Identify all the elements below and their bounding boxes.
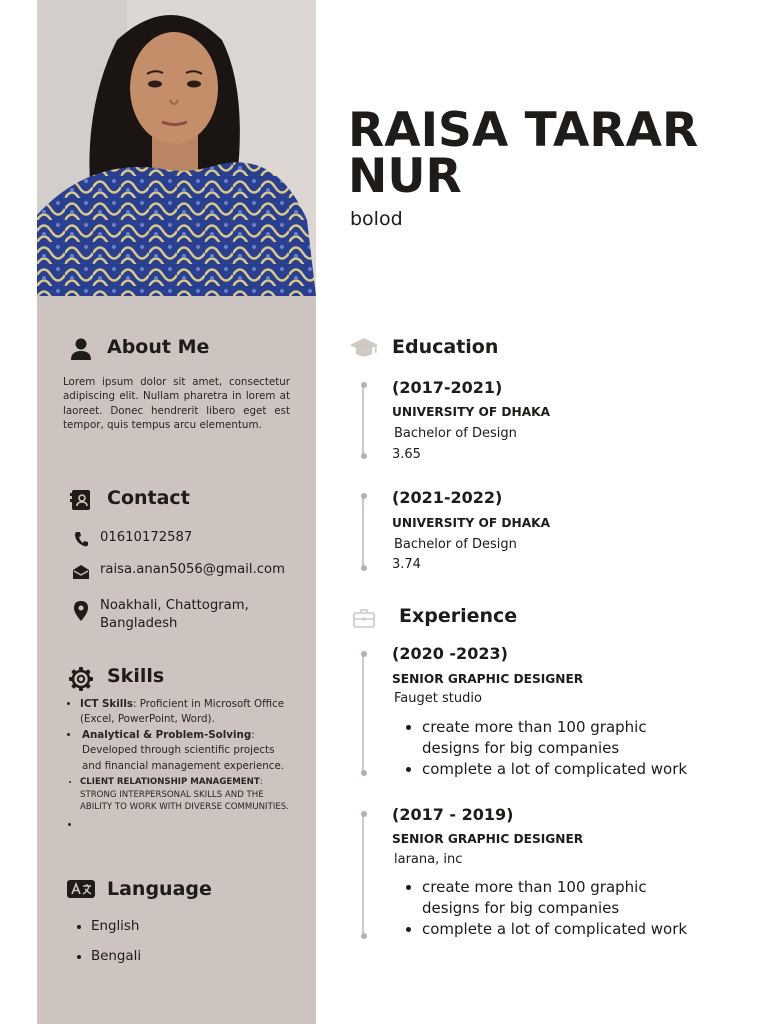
education-gpa: 3.74 xyxy=(392,557,421,572)
education-school: UNIVERSITY OF DHAKA xyxy=(392,405,551,419)
skill-detail: : Proficient in Microsoft Office (Excel, PowerPoint, Word). xyxy=(80,698,285,725)
contact-icon-wrap xyxy=(70,489,92,511)
experience-years: (2017 - 2019) xyxy=(392,805,514,824)
skill-name: Analytical & Problem-Solving xyxy=(82,729,252,741)
skills-icon-wrap xyxy=(69,667,93,691)
education-degree: Bachelor of Design xyxy=(394,537,517,552)
contact-heading: Contact xyxy=(107,487,190,509)
phone-icon-wrap xyxy=(74,531,88,547)
location-icon-wrap xyxy=(74,601,88,621)
timeline-dot xyxy=(361,770,367,776)
experience-icon-wrap xyxy=(353,608,375,628)
skill-item xyxy=(80,776,290,814)
education-gpa: 3.65 xyxy=(392,447,421,462)
name-line-1: RAISA TARAR xyxy=(348,103,699,158)
experience-company: Fauget studio xyxy=(394,691,482,706)
experience-role: SENIOR GRAPHIC DESIGNER xyxy=(392,672,584,686)
skill-name: CLIENT RELATIONSHIP MANAGEMENT xyxy=(80,776,260,787)
experience-heading: Experience xyxy=(399,605,518,627)
graduation-cap-icon xyxy=(349,336,379,360)
education-heading: Education xyxy=(392,336,499,358)
timeline-dot xyxy=(361,493,367,499)
education-years: (2021-2022) xyxy=(392,488,503,507)
experience-bullet: • create more than 100 graphic designs for big companies xyxy=(422,717,682,759)
education-years: (2017-2021) xyxy=(392,378,503,397)
subtitle: bolod xyxy=(350,208,403,230)
skill-item xyxy=(80,697,290,726)
language-icon-wrap xyxy=(67,880,95,900)
gear-icon xyxy=(69,667,93,691)
about-text: Lorem ipsum dolor sit amet, consectetur adipiscing elit. Nullam pharetra in lorem at laoreet. Donec hendrerit libero eget est tempor, quis tempus arcu elementum. xyxy=(63,376,290,432)
name-line-2: NUR xyxy=(348,149,462,204)
address-line-2: Bangladesh xyxy=(100,616,178,631)
skill-detail: : STRONG INTERPERSONAL SKILLS AND THE ABILITY TO WORK WITH DIVERSE COMMUNITIES. xyxy=(80,776,289,813)
education-timeline-2 xyxy=(362,496,364,568)
about-icon-wrap xyxy=(69,337,93,361)
location-pin-icon xyxy=(74,601,88,621)
experience-company: larana, inc xyxy=(394,852,463,867)
skills-list xyxy=(80,697,290,832)
contact-book-icon xyxy=(70,489,92,511)
experience-role: SENIOR GRAPHIC DESIGNER xyxy=(392,832,584,846)
person-icon xyxy=(69,337,93,361)
experience-years: (2020 -2023) xyxy=(392,644,508,663)
address-line-1: Noakhali, Chattogram, xyxy=(100,598,249,613)
education-timeline-1 xyxy=(362,385,364,457)
phone-icon xyxy=(74,531,88,547)
language-list xyxy=(91,918,141,966)
translate-icon xyxy=(67,880,95,900)
phone-number[interactable]: 01610172587 xyxy=(100,530,193,545)
skill-item xyxy=(80,728,290,774)
skill-name: ICT Skills xyxy=(80,698,133,710)
timeline-dot xyxy=(361,811,367,817)
education-school: UNIVERSITY OF DHAKA xyxy=(392,516,551,530)
profile-photo xyxy=(37,0,316,296)
about-heading: About Me xyxy=(107,336,210,358)
language-heading: Language xyxy=(107,878,212,900)
experience-bullets xyxy=(422,717,727,780)
experience-timeline-2 xyxy=(362,815,364,933)
language-item: • English xyxy=(91,918,141,936)
briefcase-icon xyxy=(353,608,375,628)
timeline-dot xyxy=(361,382,367,388)
education-icon-wrap xyxy=(349,336,379,360)
experience-bullet: • complete a lot of complicated work xyxy=(422,919,727,940)
experience-bullet: • create more than 100 graphic designs for big companies xyxy=(422,877,682,919)
experience-timeline-1 xyxy=(362,655,364,773)
experience-bullet: • complete a lot of complicated work xyxy=(422,759,727,780)
email-address[interactable]: raisa.anan5056@gmail.com xyxy=(100,562,285,577)
timeline-dot xyxy=(361,933,367,939)
language-item: • Bengali xyxy=(91,948,141,966)
skill-detail: : Developed through scientific projects and financial management experience. xyxy=(82,729,285,772)
timeline-dot xyxy=(361,565,367,571)
email-icon-wrap xyxy=(73,564,89,578)
education-degree: Bachelor of Design xyxy=(394,426,517,441)
experience-bullets xyxy=(422,877,727,940)
timeline-dot xyxy=(361,651,367,657)
skills-heading: Skills xyxy=(107,665,165,687)
envelope-icon xyxy=(73,565,89,579)
timeline-dot xyxy=(361,453,367,459)
skill-item-empty xyxy=(80,818,290,832)
